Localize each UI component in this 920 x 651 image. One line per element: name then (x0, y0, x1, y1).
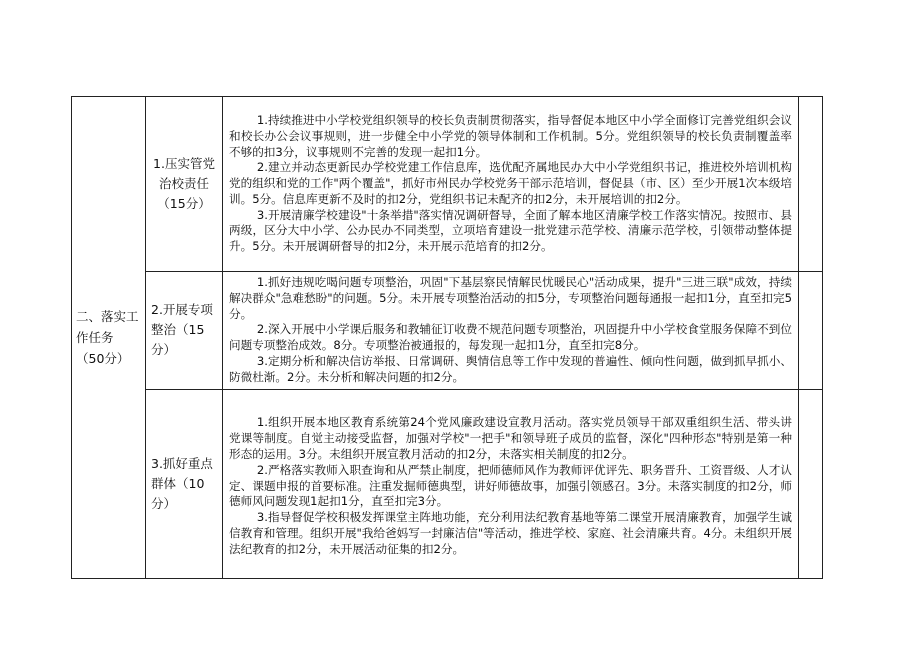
score-cell (799, 272, 823, 390)
item-content (223, 97, 799, 272)
content-paragraph: 3.开展清廉学校建设"十条举措"落实情况调研督导，全面了解本地区清廉学校工作落实情况。按照市、县两级，区分大中小学、公办民办不同类型，立项培育建设一批党建示范学校、清廉示范学校，引领带动整体提升。5分。未开展调研督导的扣2分，未开展示范培育的扣2分。 (229, 207, 792, 254)
content-paragraph: 3.定期分析和解决信访举报、日常调研、舆情信息等工作中发现的普遍性、倾向性问题，做到抓早抓小、防微杜渐。2分。未分析和解决问题的扣2分。 (229, 353, 792, 384)
content-paragraph: 2.深入开展中小学课后服务和教辅征订收费不规范问题专项整治，巩固提升中小学校食堂服务保障不到位问题专项整治成效。8分。专项整治被通报的，每发现一起扣1分，直至扣完8分。 (229, 322, 792, 353)
content-paragraph: 1.组织开展本地区教育系统第24个党风廉政建设宣教月活动。落实党员领导干部双重组织生活、带头讲党课等制度。自觉主动接受监督，加强对学校"一把手"和领导班子成员的监督，深化"四种形态"特别是第一种形态的运用。3分。未组织开展宣教月活动的扣2分，未落实相关制度的扣2分。 (229, 415, 792, 462)
table-row (72, 272, 823, 390)
table-row (72, 389, 823, 578)
assessment-table (71, 96, 823, 579)
item-content (223, 272, 799, 390)
item-content (223, 389, 799, 578)
content-paragraph: 2.严格落实教师入职查询和从严禁止制度，把师德师风作为教师评优评先、职务晋升、工资晋级、人才认定、课题申报的首要标准。注重发掘师德典型，讲好师德故事，加强引领感召。3分。未落实制度的扣2分，师德师风问题发现1起扣1分，直至扣完3分。 (229, 462, 792, 509)
item-label: 1.压实管党治校责任（15分） (146, 97, 223, 272)
content-paragraph: 3.指导督促学校积极发挥课堂主阵地功能，充分利用法纪教育基地等第二课堂开展清廉教育，加强学生诚信教育和管理。组织开展"我给爸妈写一封廉洁信"等活动，推进学校、家庭、社会清廉共育。4分。未组织开展法纪教育的扣2分，未开展活动征集的扣2分。 (229, 510, 792, 556)
content-paragraph: 2.建立并动态更新民办学校党建工作信息库，选优配齐属地民办大中小学党组织书记，推进校外培训机构党的组织和党的工作"两个覆盖"，抓好市州民办学校党务干部示范培训，督促县（市、区）至少开展1次本级培训。5分。信息库更新不及时的扣2分，党组织书记未配齐的扣2分，未开展培训的扣2分。 (229, 160, 792, 206)
item-label: 2.开展专项整治（15分） (146, 272, 223, 390)
section-label: 二、落实工作任务（50分） (72, 97, 146, 579)
score-cell (799, 97, 823, 272)
score-cell (799, 389, 823, 578)
table-row (72, 97, 823, 272)
content-paragraph: 1.持续推进中小学校党组织领导的校长负责制贯彻落实，指导督促本地区中小学全面修订完善党组织会议和校长办公会议事规则，进一步健全中小学党的领导体制和工作机制。5分。党组织领导的校长负责制覆盖率不够的扣3分，议事规则不完善的发现一起扣1分。 (229, 112, 792, 159)
content-paragraph: 1.抓好违规吃喝问题专项整治，巩固"下基层察民情解民忧暖民心"活动成果，提升"三进三联"成效，持续解决群众"急难愁盼"的问题。5分。未开展专项整治活动的扣5分，专项整治问题每通报一起扣1分，直至扣完5分。 (229, 275, 792, 321)
item-label: 3.抓好重点群体（10分） (146, 389, 223, 578)
